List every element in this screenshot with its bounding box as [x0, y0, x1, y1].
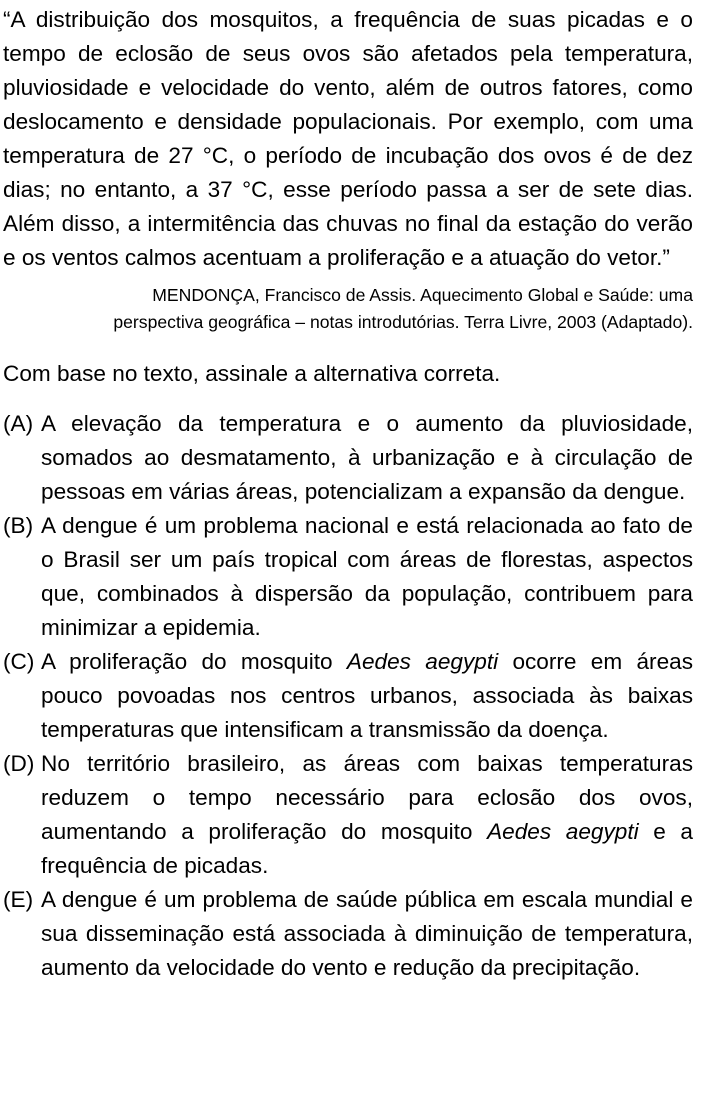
- option-b-letter: (B): [3, 513, 34, 538]
- answer-options: [3, 407, 693, 985]
- source-citation: [3, 282, 693, 335]
- source-line-2: perspectiva geográfica – notas introdutórias. Terra Livre, 2003 (Adaptado).: [113, 311, 693, 332]
- option-e-letter: (E): [3, 887, 34, 912]
- option-b[interactable]: [3, 509, 693, 645]
- option-d[interactable]: [3, 747, 693, 883]
- option-c-text-pre: A proliferação do mosquito: [41, 649, 347, 674]
- option-d-species: Aedes aegypti: [487, 819, 639, 844]
- quote-text: “A distribuição dos mosquitos, a frequência de suas picadas e o tempo de eclosão de seus ovos são afetados pela temperatura, pluviosidade e velocidade do vento, além de outros fatores, como deslocamento e densidade populacionais. Por exemplo, com uma temperatura de 27 °C, o período de incubação dos ovos é de dez dias; no entanto, a 37 °C, esse período passa a ser de sete dias. Além disso, a intermitência das chuvas no final da estação do verão e os ventos calmos acentuam a proliferação e a atuação do vetor.”: [3, 7, 693, 270]
- option-d-letter: (D): [3, 751, 35, 776]
- option-e[interactable]: [3, 883, 693, 985]
- option-a-letter: (A): [3, 411, 34, 436]
- document-page: [3, 3, 693, 985]
- option-b-text: A dengue é um problema nacional e está relacionada ao fato de o Brasil ser um país tropical com áreas de florestas, aspectos que, combinados à dispersão da população, contribuem para minimizar a epidemia.: [41, 513, 693, 640]
- option-c-species: Aedes aegypti: [346, 649, 499, 674]
- option-c-text: [41, 645, 693, 747]
- option-c-letter: (C): [3, 649, 35, 674]
- option-a[interactable]: [3, 407, 693, 509]
- option-a-text: A elevação da temperatura e o aumento da pluviosidade, somados ao desmatamento, à urbanização e à circulação de pessoas em várias áreas, potencializam a expansão da dengue.: [41, 411, 693, 504]
- option-c[interactable]: [3, 645, 693, 747]
- quote-block: [3, 3, 693, 275]
- option-c-text-post: ocorre em áreas pouco povoadas nos centros urbanos, associada às baixas temperaturas que intensificam a transmissão da doença.: [41, 649, 693, 742]
- option-d-text: [41, 747, 693, 883]
- option-d-text-post: e a frequência de picadas.: [41, 819, 693, 878]
- option-e-text: A dengue é um problema de saúde pública em escala mundial e sua disseminação está associada à diminuição de temperatura, aumento da velocidade do vento e redução da precipitação.: [41, 887, 693, 980]
- source-line-1: MENDONÇA, Francisco de Assis. Aquecimento Global e Saúde: uma: [152, 285, 693, 305]
- option-d-text-pre: No território brasileiro, as áreas com baixas temperaturas reduzem o tempo necessário para eclosão dos ovos, aumentando a proliferação do mosquito: [41, 751, 693, 844]
- question-statement: Com base no texto, assinale a alternativa correta.: [3, 361, 501, 386]
